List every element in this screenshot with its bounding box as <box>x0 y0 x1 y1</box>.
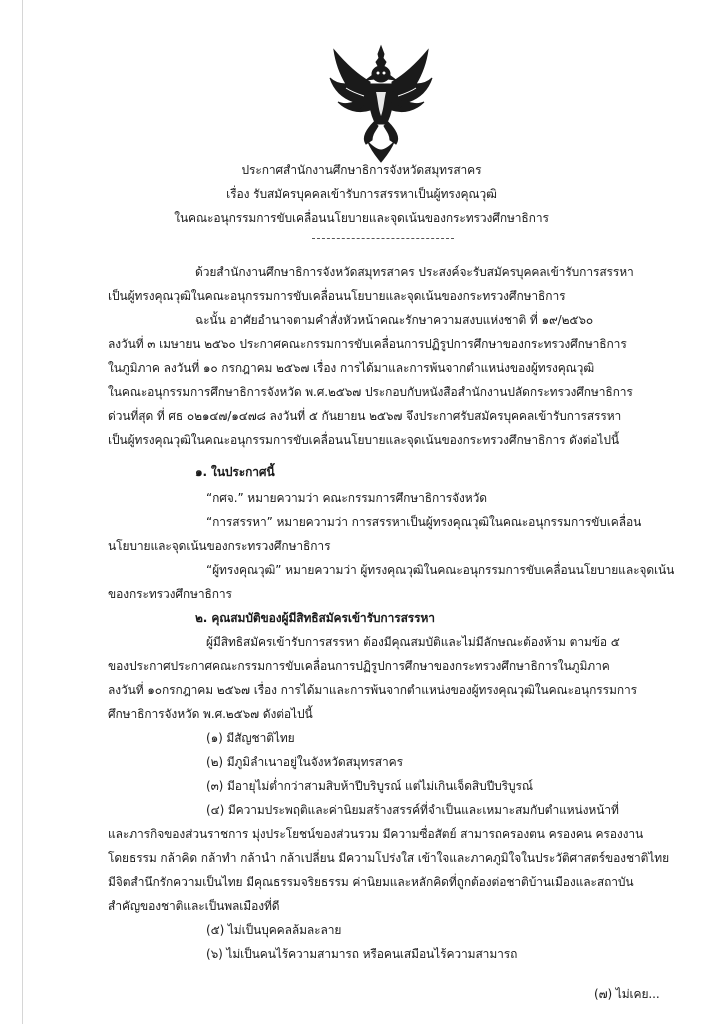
definition-line: นโยบายและจุดเน้นของกระทรวงศึกษาธิการ <box>108 539 331 553</box>
intro-paragraph-line: เป็นผู้ทรงคุณวุฒิในคณะอนุกรรมการขับเคลื่อนนโยบายและจุดเน้นของกระทรวงศึกษาธิการ ดังต่อไปนี้ <box>108 433 619 447</box>
qualification-paragraph-line: ศึกษาธิการจังหวัด พ.ศ.๒๕๖๗ ดังต่อไปนี้ <box>108 707 313 721</box>
intro-paragraph-line: ในภูมิภาค ลงวันที่ ๑๐ กรกฎาคม ๒๕๖๗ เรื่อง การได้มาและการพ้นจากตำแหน่งของผู้ทรงคุณวุฒิ <box>108 361 595 375</box>
intro-paragraph-line: ด้วยสำนักงานศึกษาธิการจังหวัดสมุทรสาคร ประสงค์จะรับสมัครบุคคลเข้ารับการสรรหา <box>195 265 634 279</box>
page-continuation: (๗) ไม่เคย... <box>594 987 660 1001</box>
qualification-item: (๖) ไม่เป็นคนไร้ความสามารถ หรือคนเสมือนไร้ความสามารถ <box>206 947 518 961</box>
qualification-item: สำคัญของชาติและเป็นพลเมืองที่ดี <box>108 899 280 913</box>
announcement-subject-cont: ในคณะอนุกรรมการขับเคลื่อนนโยบายและจุดเน้นของกระทรวงศึกษาธิการ <box>174 211 549 225</box>
intro-paragraph-line: ในคณะอนุกรรมการศึกษาธิการจังหวัด พ.ศ.๒๕๖๗ ประกอบกับหนังสือสำนักงานปลัดกระทรวงศึกษาธิการ <box>108 385 633 399</box>
qualification-item: (๒) มีภูมิลำเนาอยู่ในจังหวัดสมุทรสาคร <box>206 755 403 769</box>
qualification-item: โดยธรรม กล้าคิด กล้าทำ กล้านำ กล้าเปลี่ยน มีความโปร่งใส เข้าใจและภาคภูมิใจในประวัติศาสตร์ของชาติไทย <box>108 851 669 865</box>
qualification-paragraph-line: ของประกาศประกาศคณะกรรมการขับเคลื่อนการปฏิรูปการศึกษาของกระทรวงศึกษาธิการในภูมิภาค <box>108 659 610 673</box>
definition-line: “ผู้ทรงคุณวุฒิ” หมายความว่า ผู้ทรงคุณวุฒิในคณะอนุกรรมการขับเคลื่อนนโยบายและจุดเน้น <box>206 563 675 577</box>
qualification-item: มีจิตสำนึกรักความเป็นไทย มีคุณธรรมจริยธรรม ค่านิยมและหลักคิดที่ถูกต้องต่อชาติบ้านเมืองและสถาบัน <box>108 875 634 889</box>
intro-paragraph-line: ลงวันที่ ๓ เมษายน ๒๕๖๐ ประกาศคณะกรรมการขับเคลื่อนการปฏิรูปการศึกษาของกระทรวงศึกษาธิการ <box>108 337 627 351</box>
qualification-paragraph-line: ลงวันที่ ๑๐กรกฎาคม ๒๕๖๗ เรื่อง การได้มาและการพ้นจากตำแหน่งของผู้ทรงคุณวุฒิในคณะอนุกรรมการ <box>108 683 637 697</box>
section-heading: ๒. คุณสมบัติของผู้มีสิทธิสมัครเข้ารับการสรรหา <box>195 611 435 625</box>
garuda-emblem-icon <box>326 44 436 164</box>
intro-paragraph-line: ฉะนั้น อาศัยอำนาจตามคำสั่งหัวหน้าคณะรักษาความสงบแห่งชาติ ที่ ๑๙/๒๕๖๐ <box>195 313 594 327</box>
definition-line: ของกระทรวงศึกษาธิการ <box>108 587 232 601</box>
section-heading: ๑. ในประกาศนี้ <box>195 465 275 479</box>
qualification-item: (๕) ไม่เป็นบุคคลล้มละลาย <box>206 923 342 937</box>
intro-paragraph-line: ด่วนที่สุด ที่ ศธ ๐๒๑๔๗/๑๔๗๘ ลงวันที่ ๕ กันยายน ๒๕๖๗ จึงประกาศรับสมัครบุคคลเข้ารับการสรรหา <box>108 409 622 423</box>
announcement-subject: เรื่อง รับสมัครบุคคลเข้ารับการสรรหาเป็นผู้ทรงคุณวุฒิ <box>226 187 497 201</box>
qualification-item: (๑) มีสัญชาติไทย <box>206 731 295 745</box>
intro-paragraph-line: เป็นผู้ทรงคุณวุฒิในคณะอนุกรรมการขับเคลื่อนนโยบายและจุดเน้นของกระทรวงศึกษาธิการ <box>108 289 566 303</box>
qualification-item: (๔) มีความประพฤติและค่านิยมสร้างสรรค์ที่จำเป็นและเหมาะสมกับตำแหน่งหน้าที่ <box>206 803 619 817</box>
qualification-item: และภารกิจของส่วนราชการ มุ่งประโยชน์ของส่วนรวม มีความซื่อสัตย์ สามารถครองตน ครองคน ครองงาน <box>108 827 644 841</box>
scan-edge-line <box>22 0 23 1024</box>
announcement-title: ประกาศสำนักงานศึกษาธิการจังหวัดสมุทรสาคร <box>241 163 482 177</box>
definition-line: “การสรรหา” หมายความว่า การสรรหาเป็นผู้ทรงคุณวุฒิในคณะอนุกรรมการขับเคลื่อน <box>206 515 642 529</box>
qualification-item: (๓) มีอายุไม่ต่ำกว่าสามสิบห้าปีบริบูรณ์ แต่ไม่เกินเจ็ดสิบปีบริบูรณ์ <box>206 779 533 793</box>
definition-line: “กศจ.” หมายความว่า คณะกรรมการศึกษาธิการจังหวัด <box>206 491 487 505</box>
header-divider <box>312 238 454 239</box>
qualification-paragraph-line: ผู้มีสิทธิสมัครเข้ารับการสรรหา ต้องมีคุณสมบัติและไม่มีลักษณะต้องห้าม ตามข้อ ๕ <box>206 635 620 649</box>
